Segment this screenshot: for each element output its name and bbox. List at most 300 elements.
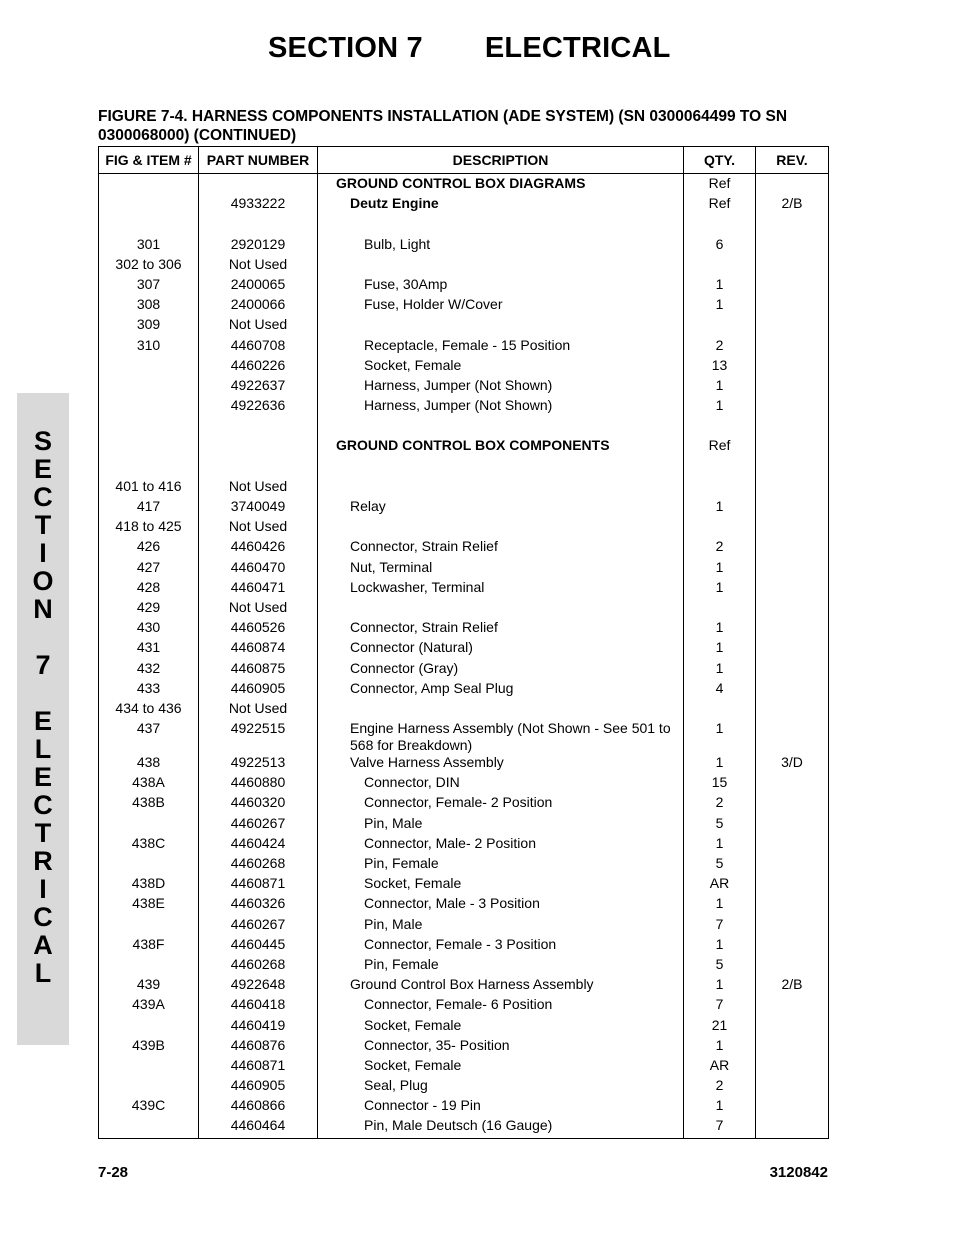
rev-cell: [756, 559, 829, 579]
part-number-cell: 4922515: [199, 720, 318, 754]
fig-item-cell: 308: [99, 296, 199, 316]
qty-cell: 7: [684, 916, 756, 936]
header-part-number: PART NUMBER: [199, 147, 318, 174]
table-row: [99, 559, 829, 579]
description-cell: Connector, DIN: [318, 774, 684, 794]
description-cell: Connector, Female- 2 Position: [318, 794, 684, 814]
side-tab-letter: L: [34, 958, 52, 988]
fig-item-cell: 426: [99, 538, 199, 558]
qty-cell: 1: [684, 639, 756, 659]
header-description: DESCRIPTION: [318, 147, 684, 174]
part-number-cell: 4460464: [199, 1117, 318, 1138]
side-tab-letter: T: [34, 818, 52, 848]
rev-cell: [756, 276, 829, 296]
description-cell: Connector (Natural): [318, 639, 684, 659]
description-cell: Connector - 19 Pin: [318, 1097, 684, 1117]
description-cell: Seal, Plug: [318, 1077, 684, 1097]
page-number: 7-28: [98, 1164, 129, 1181]
qty-cell: 1: [684, 835, 756, 855]
rev-cell: [756, 579, 829, 599]
description-cell: Pin, Male Deutsch (16 Gauge): [318, 1117, 684, 1138]
qty-cell: AR: [684, 875, 756, 895]
description-cell: GROUND CONTROL BOX COMPONENTS: [318, 437, 684, 457]
table-row: [99, 316, 829, 336]
part-number-cell: 3740049: [199, 498, 318, 518]
fig-item-cell: 438D: [99, 875, 199, 895]
description-cell: [318, 700, 684, 720]
description-cell: [318, 458, 684, 478]
table-row: [99, 639, 829, 659]
part-number-cell: 4460445: [199, 936, 318, 956]
table-row: [99, 1057, 829, 1077]
table-row: [99, 956, 829, 976]
rev-cell: [756, 700, 829, 720]
part-number-cell: 4460268: [199, 956, 318, 976]
fig-item-cell: [99, 1077, 199, 1097]
header-rev: REV.: [756, 147, 829, 174]
rev-cell: [756, 498, 829, 518]
table-row: [99, 236, 829, 256]
part-number-cell: 4460320: [199, 794, 318, 814]
part-number-cell: 4922636: [199, 397, 318, 417]
qty-cell: 2: [684, 794, 756, 814]
section-side-tab: [17, 393, 69, 1045]
table-row: [99, 174, 829, 196]
parts-table-body: [99, 174, 829, 1139]
fig-item-cell: 401 to 416: [99, 478, 199, 498]
rev-cell: [756, 215, 829, 235]
part-number-cell: Not Used: [199, 700, 318, 720]
table-row: [99, 276, 829, 296]
description-cell: Lockwasher, Terminal: [318, 579, 684, 599]
side-tab-letter: E: [33, 706, 52, 736]
fig-item-cell: [99, 916, 199, 936]
fig-item-cell: [99, 1117, 199, 1138]
rev-cell: [756, 1057, 829, 1077]
qty-cell: 7: [684, 1117, 756, 1138]
table-row: [99, 774, 829, 794]
rev-cell: [756, 835, 829, 855]
table-row: [99, 377, 829, 397]
fig-item-cell: [99, 458, 199, 478]
fig-item-cell: 438E: [99, 895, 199, 915]
part-number-cell: [199, 437, 318, 457]
part-number-cell: 4460424: [199, 835, 318, 855]
part-number-cell: 4460471: [199, 579, 318, 599]
part-number-cell: [199, 215, 318, 235]
qty-cell: [684, 417, 756, 437]
side-tab-letter: C: [33, 482, 53, 512]
qty-cell: 1: [684, 1097, 756, 1117]
qty-cell: Ref: [684, 195, 756, 215]
fig-item-cell: 438: [99, 754, 199, 774]
parts-table: [98, 146, 829, 1139]
side-tab-letter: L: [34, 734, 52, 764]
qty-cell: 1: [684, 660, 756, 680]
rev-cell: [756, 377, 829, 397]
part-number-cell: 4460874: [199, 639, 318, 659]
qty-cell: 1: [684, 559, 756, 579]
document-number: 3120842: [769, 1164, 828, 1181]
fig-item-cell: [99, 1057, 199, 1077]
qty-cell: 1: [684, 720, 756, 754]
rev-cell: 2/B: [756, 195, 829, 215]
description-cell: [318, 599, 684, 619]
part-number-cell: Not Used: [199, 316, 318, 336]
part-number-cell: 4460226: [199, 357, 318, 377]
qty-cell: [684, 599, 756, 619]
fig-item-cell: 433: [99, 680, 199, 700]
rev-cell: [756, 1097, 829, 1117]
description-cell: [318, 417, 684, 437]
header-qty: QTY.: [684, 147, 756, 174]
rev-cell: [756, 458, 829, 478]
fig-item-cell: [99, 195, 199, 215]
description-cell: Receptacle, Female - 15 Position: [318, 337, 684, 357]
description-cell: Nut, Terminal: [318, 559, 684, 579]
table-row: [99, 337, 829, 357]
qty-cell: 1: [684, 619, 756, 639]
table-row: [99, 700, 829, 720]
description-cell: Connector (Gray): [318, 660, 684, 680]
part-number-cell: 4460905: [199, 680, 318, 700]
fig-item-cell: 429: [99, 599, 199, 619]
fig-item-cell: 438A: [99, 774, 199, 794]
rev-cell: 2/B: [756, 976, 829, 996]
qty-cell: 7: [684, 996, 756, 1016]
qty-cell: 4: [684, 680, 756, 700]
part-number-cell: 2400065: [199, 276, 318, 296]
rev-cell: 3/D: [756, 754, 829, 774]
table-row: [99, 619, 829, 639]
figure-caption: FIGURE 7-4. HARNESS COMPONENTS INSTALLATION (ADE SYSTEM) (SN 0300064499 TO SN 0300068000) (CONTINUED): [98, 108, 788, 144]
part-number-cell: 2920129: [199, 236, 318, 256]
qty-cell: 5: [684, 855, 756, 875]
description-cell: Connector, Female- 6 Position: [318, 996, 684, 1016]
rev-cell: [756, 397, 829, 417]
qty-cell: 1: [684, 397, 756, 417]
table-row: [99, 357, 829, 377]
table-row: [99, 437, 829, 457]
table-row: [99, 296, 829, 316]
part-number-cell: Not Used: [199, 478, 318, 498]
rev-cell: [756, 174, 829, 196]
qty-cell: 5: [684, 815, 756, 835]
table-row: [99, 397, 829, 417]
description-cell: Ground Control Box Harness Assembly: [318, 976, 684, 996]
description-cell: [318, 478, 684, 498]
side-tab-letter: I: [39, 538, 47, 568]
description-cell: Connector, Strain Relief: [318, 538, 684, 558]
side-tab-letter: I: [39, 874, 47, 904]
rev-cell: [756, 720, 829, 754]
description-cell: GROUND CONTROL BOX DIAGRAMS: [318, 174, 684, 196]
qty-cell: 1: [684, 498, 756, 518]
part-number-cell: 4460470: [199, 559, 318, 579]
description-cell: [318, 256, 684, 276]
qty-cell: 1: [684, 1037, 756, 1057]
description-cell: Socket, Female: [318, 875, 684, 895]
fig-item-cell: [99, 855, 199, 875]
qty-cell: 1: [684, 895, 756, 915]
table-row: [99, 1017, 829, 1037]
fig-item-cell: 302 to 306: [99, 256, 199, 276]
qty-cell: [684, 256, 756, 276]
table-row: [99, 794, 829, 814]
part-number-cell: [199, 417, 318, 437]
rev-cell: [756, 895, 829, 915]
rev-cell: [756, 1077, 829, 1097]
description-cell: [318, 316, 684, 336]
section-heading: [268, 32, 671, 65]
part-number-cell: 2400066: [199, 296, 318, 316]
fig-item-cell: 430: [99, 619, 199, 639]
description-cell: Fuse, Holder W/Cover: [318, 296, 684, 316]
table-row: [99, 835, 829, 855]
table-row: [99, 579, 829, 599]
rev-cell: [756, 518, 829, 538]
fig-item-cell: 301: [99, 236, 199, 256]
table-row: [99, 1077, 829, 1097]
qty-cell: 13: [684, 357, 756, 377]
qty-cell: [684, 478, 756, 498]
rev-cell: [756, 357, 829, 377]
fig-item-cell: 432: [99, 660, 199, 680]
fig-item-cell: 310: [99, 337, 199, 357]
table-row: [99, 916, 829, 936]
side-tab-letter: C: [33, 790, 53, 820]
description-cell: Harness, Jumper (Not Shown): [318, 397, 684, 417]
description-cell: Harness, Jumper (Not Shown): [318, 377, 684, 397]
rev-cell: [756, 236, 829, 256]
table-row: [99, 195, 829, 215]
rev-cell: [756, 437, 829, 457]
rev-cell: [756, 794, 829, 814]
part-number-cell: 4460871: [199, 1057, 318, 1077]
table-header-row: [99, 147, 829, 174]
side-tab-letter: A: [33, 930, 53, 960]
fig-item-cell: [99, 956, 199, 976]
fig-item-cell: [99, 397, 199, 417]
table-row: [99, 996, 829, 1016]
description-cell: Connector, Strain Relief: [318, 619, 684, 639]
description-cell: [318, 215, 684, 235]
qty-cell: 15: [684, 774, 756, 794]
part-number-cell: 4460326: [199, 895, 318, 915]
side-tab-letter: E: [33, 454, 52, 484]
part-number-cell: 4922637: [199, 377, 318, 397]
table-row: [99, 855, 829, 875]
description-cell: Valve Harness Assembly: [318, 754, 684, 774]
table-row: [99, 815, 829, 835]
rev-cell: [756, 815, 829, 835]
fig-item-cell: [99, 1017, 199, 1037]
table-row: [99, 417, 829, 437]
rev-cell: [756, 660, 829, 680]
fig-item-cell: [99, 215, 199, 235]
table-row: [99, 1117, 829, 1138]
qty-cell: 6: [684, 236, 756, 256]
part-number-cell: [199, 174, 318, 196]
rev-cell: [756, 1017, 829, 1037]
table-row: [99, 875, 829, 895]
side-tab-gap: [17, 623, 69, 651]
table-row: [99, 976, 829, 996]
description-cell: Deutz Engine: [318, 195, 684, 215]
part-number-cell: 4933222: [199, 195, 318, 215]
rev-cell: [756, 296, 829, 316]
qty-cell: Ref: [684, 437, 756, 457]
part-number-cell: 4460875: [199, 660, 318, 680]
qty-cell: 1: [684, 296, 756, 316]
part-number-cell: 4460418: [199, 996, 318, 1016]
table-row: [99, 498, 829, 518]
qty-cell: [684, 316, 756, 336]
part-number-cell: 4460876: [199, 1037, 318, 1057]
part-number-cell: [199, 458, 318, 478]
rev-cell: [756, 996, 829, 1016]
rev-cell: [756, 1117, 829, 1138]
part-number-cell: 4460419: [199, 1017, 318, 1037]
rev-cell: [756, 478, 829, 498]
rev-cell: [756, 316, 829, 336]
part-number-cell: Not Used: [199, 599, 318, 619]
part-number-cell: 4460871: [199, 875, 318, 895]
qty-cell: 1: [684, 377, 756, 397]
table-row: [99, 599, 829, 619]
qty-cell: 5: [684, 956, 756, 976]
qty-cell: 1: [684, 754, 756, 774]
table-row: [99, 936, 829, 956]
description-cell: Fuse, 30Amp: [318, 276, 684, 296]
qty-cell: 1: [684, 936, 756, 956]
fig-item-cell: 418 to 425: [99, 518, 199, 538]
description-cell: Connector, 35- Position: [318, 1037, 684, 1057]
fig-item-cell: 439B: [99, 1037, 199, 1057]
description-cell: Socket, Female: [318, 357, 684, 377]
description-cell: Pin, Male: [318, 815, 684, 835]
table-row: [99, 215, 829, 235]
rev-cell: [756, 774, 829, 794]
qty-cell: 1: [684, 976, 756, 996]
part-number-cell: 4922648: [199, 976, 318, 996]
part-number-cell: 4922513: [199, 754, 318, 774]
part-number-cell: 4460268: [199, 855, 318, 875]
table-row: [99, 1097, 829, 1117]
fig-item-cell: 439C: [99, 1097, 199, 1117]
table-row: [99, 720, 829, 754]
qty-cell: 2: [684, 538, 756, 558]
rev-cell: [756, 256, 829, 276]
part-number-cell: 4460267: [199, 916, 318, 936]
qty-cell: 2: [684, 337, 756, 357]
rev-cell: [756, 599, 829, 619]
fig-item-cell: 307: [99, 276, 199, 296]
fig-item-cell: [99, 815, 199, 835]
fig-item-cell: [99, 357, 199, 377]
rev-cell: [756, 916, 829, 936]
qty-cell: 2: [684, 1077, 756, 1097]
fig-item-cell: 438B: [99, 794, 199, 814]
qty-cell: AR: [684, 1057, 756, 1077]
side-tab-letters: [17, 427, 69, 987]
side-tab-letter: N: [33, 594, 53, 624]
table-row: [99, 754, 829, 774]
description-cell: Bulb, Light: [318, 236, 684, 256]
side-tab-letter: C: [33, 902, 53, 932]
fig-item-cell: 438F: [99, 936, 199, 956]
part-number-cell: Not Used: [199, 256, 318, 276]
fig-item-cell: 434 to 436: [99, 700, 199, 720]
description-cell: Engine Harness Assembly (Not Shown - See 501 to 568 for Breakdown): [318, 720, 684, 754]
qty-cell: [684, 215, 756, 235]
rev-cell: [756, 680, 829, 700]
side-tab-letter: T: [34, 510, 52, 540]
table-row: [99, 895, 829, 915]
fig-item-cell: 427: [99, 559, 199, 579]
fig-item-cell: [99, 174, 199, 196]
description-cell: Pin, Female: [318, 956, 684, 976]
rev-cell: [756, 619, 829, 639]
part-number-cell: Not Used: [199, 518, 318, 538]
fig-item-cell: 439A: [99, 996, 199, 1016]
part-number-cell: 4460905: [199, 1077, 318, 1097]
description-cell: Socket, Female: [318, 1057, 684, 1077]
fig-item-cell: [99, 417, 199, 437]
side-tab-letter: O: [32, 566, 54, 596]
description-cell: Pin, Female: [318, 855, 684, 875]
rev-cell: [756, 538, 829, 558]
rev-cell: [756, 956, 829, 976]
qty-cell: [684, 518, 756, 538]
table-row: [99, 256, 829, 276]
qty-cell: 1: [684, 579, 756, 599]
description-cell: Connector, Male- 2 Position: [318, 835, 684, 855]
description-cell: Socket, Female: [318, 1017, 684, 1037]
fig-item-cell: 438C: [99, 835, 199, 855]
qty-cell: Ref: [684, 174, 756, 196]
side-tab-letter: R: [33, 846, 53, 876]
side-tab-letter: 7: [35, 650, 51, 680]
qty-cell: 21: [684, 1017, 756, 1037]
table-row: [99, 458, 829, 478]
fig-item-cell: 439: [99, 976, 199, 996]
table-row: [99, 660, 829, 680]
qty-cell: 1: [684, 276, 756, 296]
header-fig-item: FIG & ITEM #: [99, 147, 199, 174]
table-row: [99, 538, 829, 558]
section-label: SECTION 7: [268, 32, 423, 64]
rev-cell: [756, 1037, 829, 1057]
fig-item-cell: 428: [99, 579, 199, 599]
description-cell: Connector, Female - 3 Position: [318, 936, 684, 956]
part-number-cell: 4460708: [199, 337, 318, 357]
rev-cell: [756, 936, 829, 956]
part-number-cell: 4460267: [199, 815, 318, 835]
fig-item-cell: 437: [99, 720, 199, 754]
table-row: [99, 478, 829, 498]
rev-cell: [756, 417, 829, 437]
description-cell: Connector, Male - 3 Position: [318, 895, 684, 915]
rev-cell: [756, 875, 829, 895]
fig-item-cell: [99, 437, 199, 457]
side-tab-gap: [17, 679, 69, 707]
qty-cell: [684, 458, 756, 478]
table-row: [99, 518, 829, 538]
description-cell: Relay: [318, 498, 684, 518]
rev-cell: [756, 855, 829, 875]
description-cell: Pin, Male: [318, 916, 684, 936]
